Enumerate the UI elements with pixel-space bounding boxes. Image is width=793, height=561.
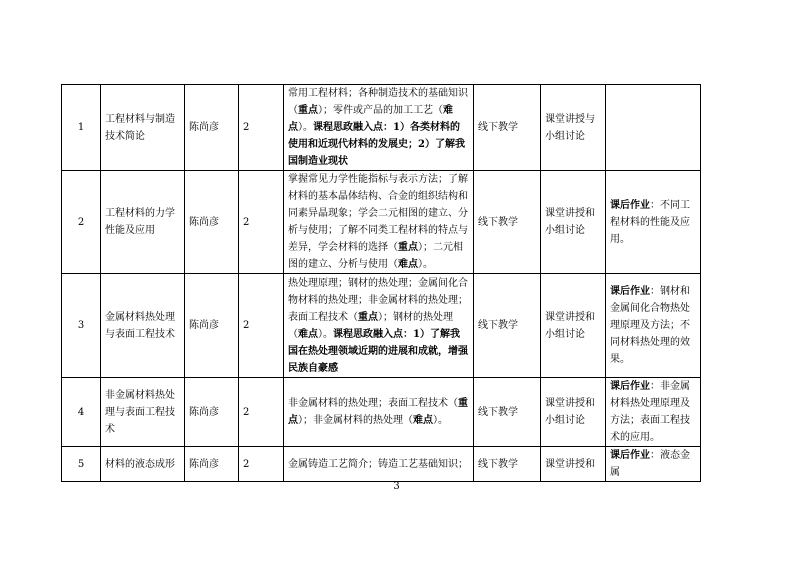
- content-cell: [284, 85, 474, 171]
- homework-cell: [606, 447, 701, 482]
- text-segment: ）。: [418, 259, 433, 270]
- bold-text: 重点: [358, 311, 378, 323]
- row-number-cell: 5: [62, 447, 101, 482]
- table-row: [62, 378, 701, 447]
- table-row: [62, 447, 701, 482]
- text-segment: ：不同工程材料的性能及应用。: [610, 199, 690, 245]
- bold-text: 课后作业: [610, 381, 650, 392]
- teacher-cell: 陈尚彦: [185, 447, 239, 482]
- content-cell: [284, 274, 474, 378]
- bold-text: 重点: [298, 105, 318, 116]
- topic-title-cell: 材料的液态成形: [101, 447, 185, 482]
- text-segment: 非金属材料的热处理；表面工程技术（: [288, 398, 458, 409]
- row-number-cell: 1: [62, 85, 101, 171]
- topic-title-cell: 非金属材料热处理与表面工程技术: [101, 378, 185, 447]
- homework-cell: [606, 85, 701, 171]
- bold-text: 难点: [288, 105, 453, 133]
- content-cell: [284, 378, 474, 447]
- bold-text: 难点: [413, 415, 433, 426]
- bold-text: 课程思政融入点：1）各类材料的使用和近现代材料的发展史；2）了解我国制造业现状: [288, 122, 465, 167]
- text-segment: ：非金属材料热处理原理及方法；表面工程技术的应用。: [610, 381, 690, 443]
- bold-text: 课后作业: [610, 286, 650, 297]
- hours-cell: 2: [239, 274, 284, 378]
- table-row: [62, 85, 701, 171]
- course-schedule-table: [61, 84, 701, 482]
- text-segment: ）；二元相图的建立、分析与使用（: [288, 242, 463, 270]
- text-segment: ）；钢材的热处理（: [288, 311, 453, 340]
- text-segment: ：钢材和金属间化合物热处理原理及方法；不同材料热处理的效果。: [610, 286, 690, 365]
- text-segment: 常用工程材料；各种制造技术的基础知识（: [288, 88, 468, 116]
- row-number-cell: 3: [62, 274, 101, 378]
- teaching-method-cell: 课堂讲授和: [541, 447, 606, 482]
- bold-text: 课后作业: [610, 450, 650, 461]
- homework-cell: [606, 171, 701, 274]
- teaching-mode-cell: 线下教学: [474, 378, 541, 447]
- bold-text: 课程思政融入点：1）了解我国在热处理领域近期的进展和成就，增强民族自豪感: [288, 328, 468, 374]
- bold-text: 难点: [298, 328, 318, 340]
- teaching-mode-cell: 线下教学: [474, 171, 541, 274]
- row-number-cell: 2: [62, 171, 101, 274]
- teacher-cell: 陈尚彦: [185, 171, 239, 274]
- teaching-method-cell: 课堂讲授和小组讨论: [541, 274, 606, 378]
- bold-text: 难点: [398, 259, 418, 270]
- teaching-method-cell: 课堂讲授与小组讨论: [541, 85, 606, 171]
- teacher-cell: 陈尚彦: [185, 378, 239, 447]
- text-segment: ）。: [433, 415, 448, 426]
- bold-text: 课后作业: [610, 199, 650, 211]
- bold-text: 重点: [398, 242, 418, 253]
- teaching-mode-cell: 线下教学: [474, 447, 541, 482]
- text-segment: ）。: [298, 122, 313, 133]
- teaching-method-cell: 课堂讲授和小组讨论: [541, 378, 606, 447]
- homework-cell: [606, 274, 701, 378]
- text-segment: ）；非金属材料的热处理（: [298, 415, 413, 426]
- text-segment: 掌握常见力学性能指标与表示方法；了解材料的基本晶体结构、合金的组织结构和同素异晶现象；学会二元相图的建立、分析与使用；了解不同类工程材料的特点与差异，学会材料的选择（: [288, 174, 468, 253]
- text-segment: 金属铸造工艺简介；铸造工艺基础知识；: [288, 458, 468, 470]
- row-number-cell: 4: [62, 378, 101, 447]
- text-segment: 热处理原理；钢材的热处理；金属间化合物材料的热处理；非金属材料的热处理；表面工程技术（: [288, 277, 468, 323]
- hours-cell: 2: [239, 85, 284, 171]
- teaching-method-cell: 课堂讲授和小组讨论: [541, 171, 606, 274]
- topic-title-cell: 工程材料与制造技术简论: [101, 85, 185, 171]
- topic-title-cell: 金属材料热处理与表面工程技术: [101, 274, 185, 378]
- page-number: 3: [393, 481, 400, 492]
- content-cell: [284, 171, 474, 274]
- topic-title-cell: 工程材料的力学性能及应用: [101, 171, 185, 274]
- bold-text: 重点: [288, 398, 468, 426]
- hours-cell: 2: [239, 171, 284, 274]
- text-segment: ）；零件或产品的加工工艺（: [318, 105, 443, 116]
- hours-cell: 2: [239, 447, 284, 482]
- text-segment: ：液态金属: [610, 450, 690, 478]
- hours-cell: 2: [239, 378, 284, 447]
- table-row: [62, 274, 701, 378]
- teacher-cell: 陈尚彦: [185, 274, 239, 378]
- content-cell: [284, 447, 474, 482]
- text-segment: ）。: [318, 328, 333, 340]
- teaching-mode-cell: 线下教学: [474, 85, 541, 171]
- homework-cell: [606, 378, 701, 447]
- teacher-cell: 陈尚彦: [185, 85, 239, 171]
- table-row: [62, 171, 701, 274]
- teaching-mode-cell: 线下教学: [474, 274, 541, 378]
